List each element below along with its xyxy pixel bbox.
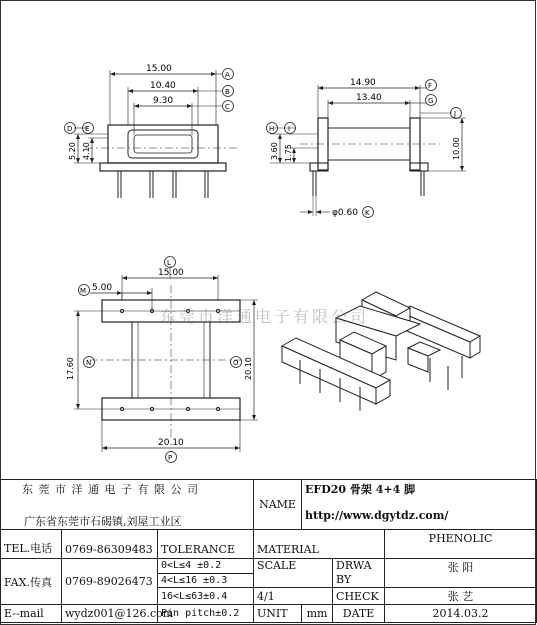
part-name: EFD20 骨架 4+4 脚 — [305, 483, 416, 496]
ref-k: K — [365, 209, 370, 217]
tolerance-range-2: 4<L≤16 ±0.3 — [158, 573, 254, 588]
dim-5-20: 5.20 — [68, 142, 77, 160]
unit-label: UNIT — [254, 605, 302, 623]
ref-g: G — [428, 97, 434, 105]
dim-15-00: 15.00 — [146, 64, 172, 74]
drawn-value: 张 阳 — [385, 559, 537, 588]
ref-f: F — [428, 82, 433, 90]
ref-i: I — [288, 125, 291, 133]
company-name: 东 莞 市 洋 通 电 子 有 限 公 司 — [22, 483, 199, 496]
tel-label: TEL.电话 — [1, 530, 62, 559]
title-block — [0, 479, 536, 625]
pin-pitch-tolerance: Pin pitch±0.2 — [158, 605, 254, 623]
dim-10-40: 10.40 — [150, 81, 176, 91]
watermark: 东莞市洋通电子有限公司 — [160, 307, 370, 326]
ref-e: E — [85, 125, 90, 133]
drawn-label: DRWA BY — [333, 559, 385, 588]
ref-l: L — [167, 259, 171, 267]
dim-3-60: 3.60 — [270, 142, 279, 160]
date-value: 2014.03.2 — [385, 605, 537, 623]
dim-plan-5-00: 5.00 — [92, 283, 113, 293]
company-cell — [1, 480, 254, 530]
ref-a: A — [225, 71, 230, 79]
side-view — [270, 85, 466, 216]
dim-plan-17-60: 17.60 — [66, 357, 75, 380]
tolerance-range-3: 16<L≤63±0.4 — [158, 588, 254, 605]
dim-pin-diameter: φ0.60 — [332, 208, 358, 218]
dim-13-40: 13.40 — [356, 93, 382, 103]
unit-value: mm — [302, 605, 333, 623]
company-address: 广东省东莞市石碣镇,刘屋工业区 — [24, 515, 182, 528]
check-label: CHECK — [333, 588, 385, 605]
ref-n: N — [86, 359, 92, 367]
dim-plan-20-10-bottom: 20.10 — [158, 438, 184, 448]
scale-label: SCALE — [254, 559, 333, 588]
tolerance-range-1: 0<L≤4 ±0.2 — [158, 559, 254, 574]
ref-p: P — [168, 454, 173, 462]
name-cell — [302, 480, 537, 530]
dim-1-75: 1.75 — [284, 144, 293, 162]
dim-14-90: 14.90 — [350, 78, 376, 88]
ref-circles-front — [65, 69, 234, 134]
ref-m: M — [80, 287, 87, 295]
ref-b: B — [225, 88, 230, 96]
dim-10-00: 10.00 — [452, 137, 461, 160]
fax-label: FAX.传真 — [1, 559, 62, 605]
ref-d: D — [67, 125, 73, 133]
dim-plan-15-00: 15.00 — [158, 268, 184, 278]
email-value: wydz001@126.com — [62, 605, 158, 623]
name-label: NAME — [254, 480, 302, 530]
dim-4-10: 4.10 — [82, 142, 91, 160]
ref-o: O — [233, 359, 239, 367]
company-url: http://www.dgytdz.com/ — [305, 509, 449, 522]
plan-view — [74, 266, 258, 452]
email-label: E--mail — [1, 605, 62, 623]
ref-j: J — [454, 110, 457, 118]
fax-value: 0769-89026473 — [62, 559, 158, 605]
material-label: MATERIAL — [254, 530, 385, 559]
scale-value: 4/1 — [254, 588, 333, 605]
tolerance-label: TOLERANCE — [158, 530, 254, 559]
ref-c: C — [225, 103, 230, 111]
date-label: DATE — [333, 605, 385, 623]
ref-h: H — [269, 125, 275, 133]
tel-value: 0769-86309483 — [62, 530, 158, 559]
dim-plan-20-10-right: 20.10 — [244, 357, 253, 380]
material-value: PHENOLIC — [385, 530, 537, 559]
check-value: 张 艺 — [385, 588, 537, 605]
dim-9-30: 9.30 — [153, 96, 174, 106]
